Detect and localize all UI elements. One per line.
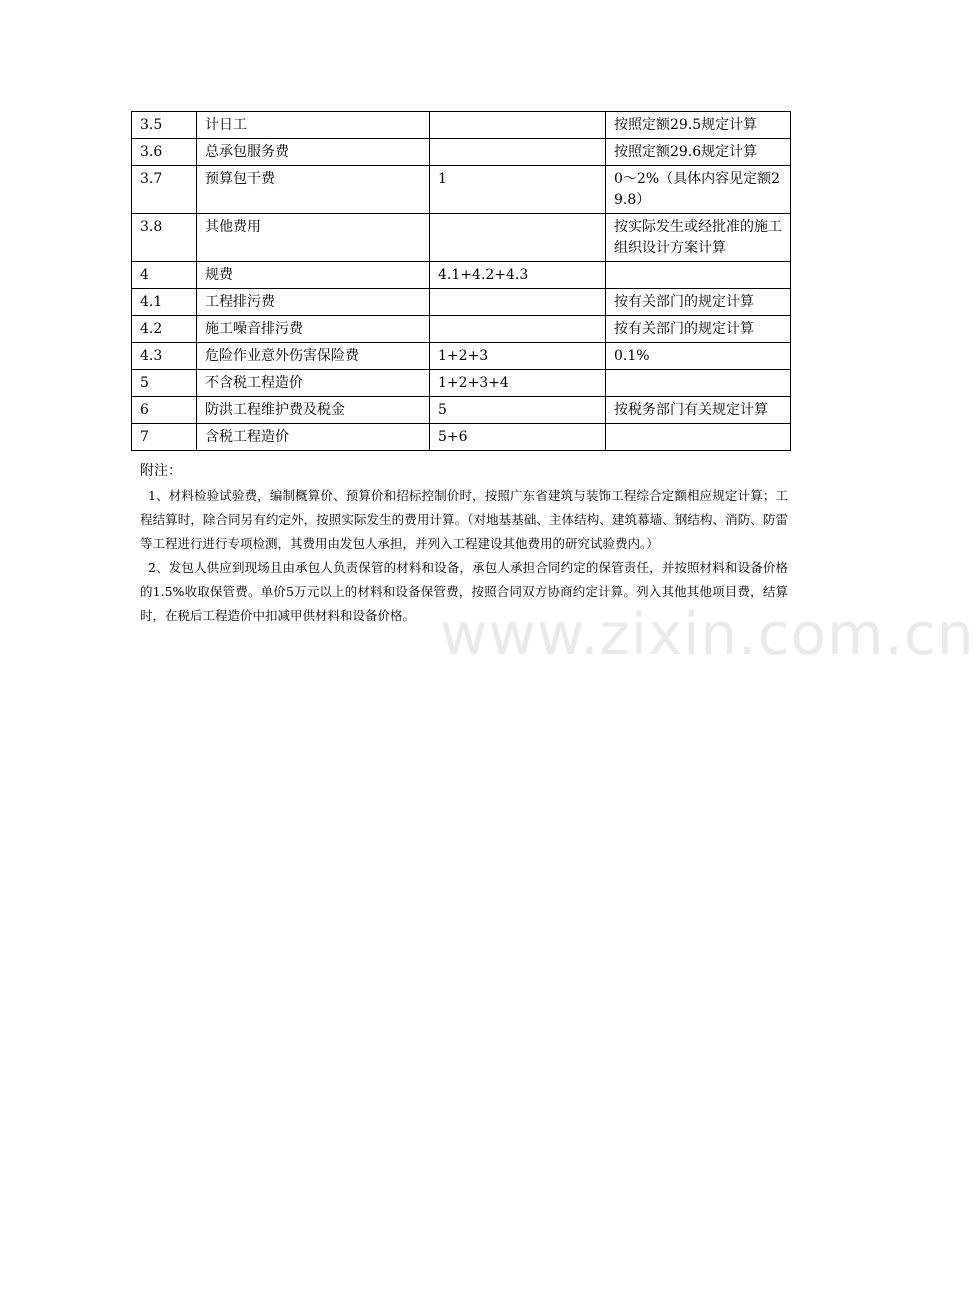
fee-name: 不含税工程造价 xyxy=(197,370,430,397)
row-number: 5 xyxy=(132,370,197,397)
fee-table xyxy=(131,111,791,451)
fee-formula: 1+2+3+4 xyxy=(430,370,606,397)
fee-formula xyxy=(430,139,606,166)
fee-formula xyxy=(430,316,606,343)
fee-formula: 4.1+4.2+4.3 xyxy=(430,262,606,289)
notes-title: 附注： xyxy=(140,463,182,479)
fee-name: 防洪工程维护费及税金 xyxy=(197,397,430,424)
fee-name: 规费 xyxy=(197,262,430,289)
fee-note: 0～2%（具体内容见定额29.8） xyxy=(606,166,791,214)
fee-name: 预算包干费 xyxy=(197,166,430,214)
row-number: 7 xyxy=(132,424,197,451)
table-row xyxy=(132,289,791,316)
row-number: 3.7 xyxy=(132,166,197,214)
fee-note: 0.1% xyxy=(606,343,791,370)
table-row xyxy=(132,397,791,424)
fee-formula: 5 xyxy=(430,397,606,424)
fee-note: 按照定额29.5规定计算 xyxy=(606,112,791,139)
fee-note: 按税务部门有关规定计算 xyxy=(606,397,791,424)
row-number: 3.8 xyxy=(132,214,197,262)
fee-name: 危险作业意外伤害保险费 xyxy=(197,343,430,370)
fee-formula: 5+6 xyxy=(430,424,606,451)
row-number: 3.5 xyxy=(132,112,197,139)
row-number: 3.6 xyxy=(132,139,197,166)
table-row xyxy=(132,112,791,139)
fee-name: 其他费用 xyxy=(197,214,430,262)
fee-note xyxy=(606,370,791,397)
fee-note: 按照定额29.6规定计算 xyxy=(606,139,791,166)
notes-section xyxy=(140,460,788,628)
table-row xyxy=(132,424,791,451)
fee-name: 含税工程造价 xyxy=(197,424,430,451)
fee-formula: 1 xyxy=(430,166,606,214)
fee-note: 按有关部门的规定计算 xyxy=(606,289,791,316)
row-number: 4.3 xyxy=(132,343,197,370)
fee-note: 按有关部门的规定计算 xyxy=(606,316,791,343)
row-number: 4 xyxy=(132,262,197,289)
fee-table-body xyxy=(132,112,791,451)
fee-formula xyxy=(430,214,606,262)
fee-name: 施工噪音排污费 xyxy=(197,316,430,343)
note-item: 1、材料检验试验费，编制概算价、预算价和招标控制价时，按照广东省建筑与装饰工程综合定额相应规定计算；工程结算时，除合同另有约定外，按照实际发生的费用计算。（对地基基础、主体结构、建筑幕墙、钢结构、消防、防雷等工程进行进行专项检测，其费用由发包人承担，并列入工程建设其他费用的研究试验费内。） xyxy=(140,488,788,551)
table-row xyxy=(132,262,791,289)
row-number: 4.1 xyxy=(132,289,197,316)
table-row xyxy=(132,370,791,397)
fee-name: 总承包服务费 xyxy=(197,139,430,166)
table-row xyxy=(132,214,791,262)
row-number: 6 xyxy=(132,397,197,424)
table-row xyxy=(132,166,791,214)
table-row xyxy=(132,316,791,343)
fee-formula xyxy=(430,289,606,316)
note-item: 2、发包人供应到现场且由承包人负责保管的材料和设备，承包人承担合同约定的保管责任，并按照材料和设备价格的1.5%收取保管费。单价5万元以上的材料和设备保管费，按照合同双方协商约定计算。列入其他其他项目费，结算时，在税后工程造价中扣减甲供材料和设备价格。 xyxy=(140,560,788,623)
fee-formula xyxy=(430,112,606,139)
fee-name: 工程排污费 xyxy=(197,289,430,316)
fee-note: 按实际发生或经批准的施工组织设计方案计算 xyxy=(606,214,791,262)
table-row xyxy=(132,343,791,370)
watermark: www.zixin.com.cn xyxy=(440,600,975,668)
table-row xyxy=(132,139,791,166)
fee-formula: 1+2+3 xyxy=(430,343,606,370)
fee-note xyxy=(606,424,791,451)
fee-name: 计日工 xyxy=(197,112,430,139)
fee-note xyxy=(606,262,791,289)
row-number: 4.2 xyxy=(132,316,197,343)
